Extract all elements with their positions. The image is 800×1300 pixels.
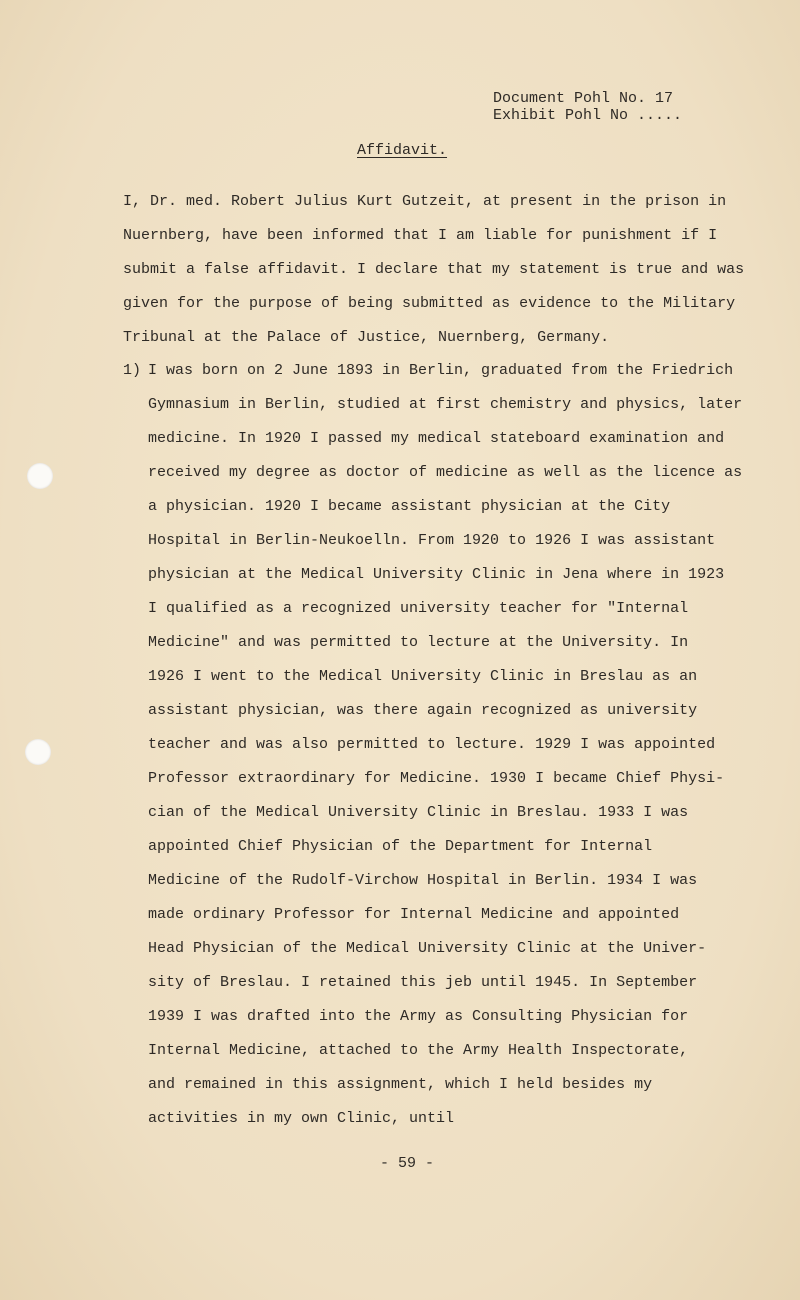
numbered-paragraph xyxy=(123,354,743,1136)
text-line: Medicine" and was permitted to lecture at the University. In xyxy=(148,634,689,651)
paragraph-number: 1) xyxy=(123,362,142,379)
text-line: and remained in this assignment, which I held besides my xyxy=(148,1076,653,1093)
document-number: Document Pohl No. 17 xyxy=(493,90,674,107)
text-line: medicine. In 1920 I passed my medical stateboard examination and xyxy=(148,430,725,447)
text-line: physician at the Medical University Clinic in Jena where in 1923 xyxy=(148,566,725,583)
text-line: Nuernberg, have been informed that I am liable for punishment if I xyxy=(123,227,718,244)
text-line: cian of the Medical University Clinic in Breslau. 1933 I was xyxy=(148,804,689,821)
text-line: submit a false affidavit. I declare that my statement is true and was xyxy=(123,261,745,278)
text-line: appointed Chief Physician of the Department for Internal xyxy=(148,838,653,855)
text-line: a physician. 1920 I became assistant physician at the City xyxy=(148,498,671,515)
text-line: 1939 I was drafted into the Army as Consulting Physician for xyxy=(148,1008,689,1025)
text-line: I was born on 2 June 1893 in Berlin, graduated from the Friedrich xyxy=(148,362,734,379)
text-line: Medicine of the Rudolf-Virchow Hospital in Berlin. 1934 I was xyxy=(148,872,698,889)
text-line: 1926 I went to the Medical University Clinic in Breslau as an xyxy=(148,668,698,685)
text-line: teacher and was also permitted to lecture. 1929 I was appointed xyxy=(148,736,716,753)
text-line: activities in my own Clinic, until xyxy=(148,1110,455,1127)
text-line: Internal Medicine, attached to the Army Health Inspectorate, xyxy=(148,1042,689,1059)
text-line: received my degree as doctor of medicine as well as the licence as xyxy=(148,464,743,481)
page-number: - 59 - xyxy=(380,1155,435,1172)
intro-paragraph xyxy=(123,185,745,355)
text-line: Tribunal at the Palace of Justice, Nuernberg, Germany. xyxy=(123,329,610,346)
text-line: assistant physician, was there again recognized as university xyxy=(148,702,698,719)
punch-hole-top xyxy=(27,463,53,489)
text-line: Professor extraordinary for Medicine. 1930 I became Chief Physi- xyxy=(148,770,725,787)
paragraph-body xyxy=(148,354,743,1136)
text-line: given for the purpose of being submitted as evidence to the Military xyxy=(123,295,736,312)
document-title: Affidavit. xyxy=(357,142,448,159)
document-header xyxy=(493,90,682,124)
text-line: sity of Breslau. I retained this jeb until 1945. In September xyxy=(148,974,698,991)
text-line: Gymnasium in Berlin, studied at first chemistry and physics, later xyxy=(148,396,743,413)
text-line: made ordinary Professor for Internal Medicine and appointed xyxy=(148,906,680,923)
text-line: Head Physician of the Medical University Clinic at the Univer- xyxy=(148,940,707,957)
text-line: I qualified as a recognized university teacher for "Internal xyxy=(148,600,689,617)
text-line: Hospital in Berlin-Neukoelln. From 1920 to 1926 I was assistant xyxy=(148,532,716,549)
exhibit-number: Exhibit Pohl No ..... xyxy=(493,107,683,124)
punch-hole-bottom xyxy=(25,739,51,765)
text-line: I, Dr. med. Robert Julius Kurt Gutzeit, at present in the prison in xyxy=(123,193,727,210)
